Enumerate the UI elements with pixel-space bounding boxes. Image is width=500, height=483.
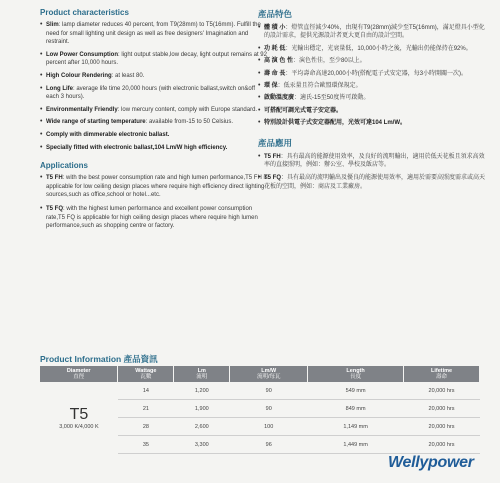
column-header: Wattage 瓦數	[118, 366, 174, 382]
column-header: Lm/W 流明/每瓦	[230, 366, 308, 382]
list-item: • T5 FH：具有最高的能源使用效率，及良好的流明輸出，適用於低天花板且須求高效率的直接照明，例如：辦公室、學校及飯店等。	[258, 153, 490, 170]
applications-heading-cn: 產品應用	[258, 137, 293, 148]
list-item: • T5 FQ：具有最高的流明輸出及優良的能源使用效率，適用於需要高照度需求或高天花板的空間，例如：商店及工業廠房。	[258, 174, 490, 191]
table-row: 35 3,300 96 1,449 mm 20,000 hrs	[40, 436, 480, 454]
list-item: • 可搭配可調光式電子安定器。	[258, 107, 490, 115]
table-header-row	[40, 366, 480, 382]
applications-list	[40, 174, 268, 231]
brand-logo: Wellypower	[388, 454, 474, 471]
column-header: Diameter 直徑	[40, 366, 118, 382]
list-item: • T5 FH: with the best power consumption rate and high lumen performance,T5 FH is applicable for low ceiling design places where require high efficiency direct lighting sources,such as office,school or hotel...etc.	[40, 174, 268, 200]
list-item: • 啟動溫度廣：適氏-15至50度皆可啟動。	[258, 94, 490, 102]
list-item: • Specially fitted with electronic ballast,104 Lm/W high efficiency.	[40, 144, 268, 153]
list-item: • Comply with dimmerable electronic ballast.	[40, 131, 268, 140]
diameter-cell: T5 3,000 K/4,000 K	[59, 405, 99, 430]
characteristics-heading-cn: 產品特色	[258, 9, 293, 19]
list-item: • 壽 命 長：平均壽命高達20,000小時(搭配電子式安定器，每3小時開關一次)。	[258, 70, 490, 78]
list-item: • 體 積 小：燈管直徑減少40%，由現有T9(28mm)減少至T5(16mm)，滿足燈具小型化的設計需求，提供光源設計者更大更自由的設計空間。	[258, 24, 490, 41]
characteristics-heading: Product characteristics	[40, 8, 129, 17]
list-item: • 環 保：低汞量且符合歐盟環保規定。	[258, 82, 490, 90]
list-item: • 高 演 色 性：演色性佳，至少80以上。	[258, 57, 490, 65]
list-item: • Slim: lamp diameter reduces 40 percent, from T9(28mm) to T5(16mm). Fulfill the need for small lighting unit design as well as free designers' Imagination and restraint.	[40, 21, 268, 47]
table-row: 21 1,900 90 849 mm 20,000 hrs	[40, 400, 480, 418]
list-item: • Wide range of starting temperature: available from-15 to 50 Celsius.	[40, 118, 268, 127]
applications-heading: Applications	[40, 161, 89, 171]
product-info-table	[40, 366, 480, 454]
characteristics-list	[40, 21, 268, 152]
list-item: • High Colour Rendering: at least 80.	[40, 72, 268, 81]
chinese-column	[258, 8, 490, 196]
list-item: • T5 FQ: with the highest lumen performance and excellent power consumption rate,T5 FQ is applicable for high ceiling design places where require high lumen performance,such as shopping centre or factory.	[40, 205, 268, 231]
list-item: • Low Power Consumption: light output stable,low decay, light output remains at 92 percent after 10,000 hours.	[40, 51, 268, 68]
list-item: • Environmentally Friendly: low mercury content, comply with Europe standard.	[40, 106, 268, 115]
product-info-heading: Product Information 產品資訊	[40, 354, 158, 364]
table-row: 28 2,600 100 1,149 mm 20,000 hrs	[40, 418, 480, 436]
characteristics-list-cn	[258, 24, 490, 128]
list-item: • Long Life: average life time 20,000 hours (with electronic ballast,switch on&off each 3 hours).	[40, 85, 268, 102]
column-header: Length 長度	[308, 366, 404, 382]
applications-list-cn	[258, 153, 490, 192]
list-item: • 功 耗 低：光輸出穩定，光衰量低，10,000小時之後，光輸出仍能保持在92%。	[258, 45, 490, 53]
column-header: Lifetime 壽命	[404, 366, 480, 382]
table-row: T5 3,000 K/4,000 K 14 1,200 90 549 mm 20,000 hrs	[40, 382, 480, 400]
column-header: Lm 流明	[174, 366, 230, 382]
list-item: • 特別設計供電子式安定器配用，光效可達104 Lm/W。	[258, 119, 490, 127]
english-column	[40, 8, 268, 236]
